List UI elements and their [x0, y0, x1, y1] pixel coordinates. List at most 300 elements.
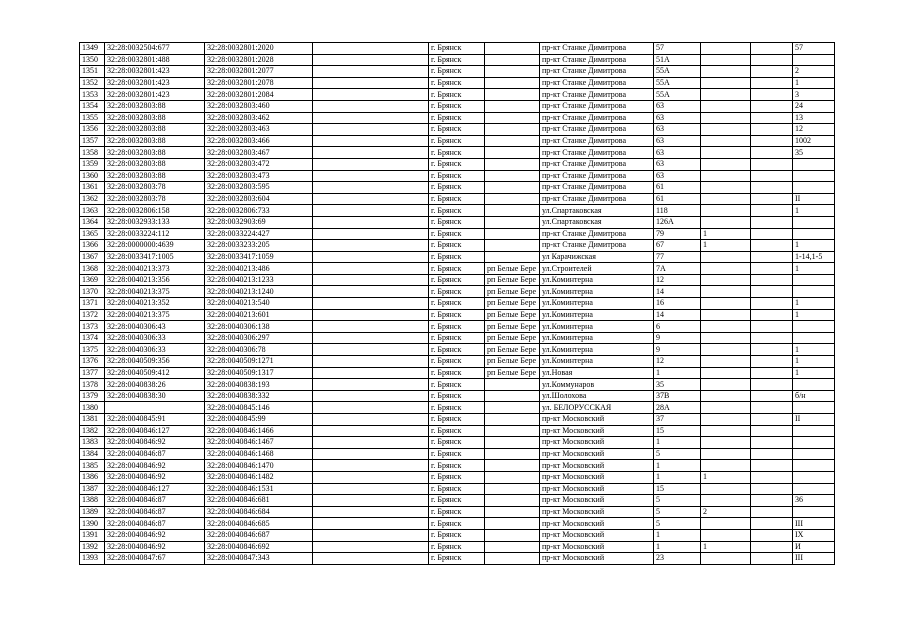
- table-row: [80, 541, 835, 553]
- settlement-cell: [485, 414, 540, 426]
- row-number-cell: 1359: [80, 158, 105, 170]
- premises-cell: IX: [793, 529, 835, 541]
- building-cell: [701, 425, 751, 437]
- empty-cell: [313, 77, 429, 89]
- table-row: [80, 216, 835, 228]
- empty-cell: [313, 518, 429, 530]
- street-cell: ул.Коминтерна: [540, 298, 654, 310]
- cadastral-quarter-cell: 32:28:0040846:127: [105, 425, 205, 437]
- street-cell: ул.Коминтерна: [540, 356, 654, 368]
- settlement-cell: [485, 518, 540, 530]
- table-row: [80, 495, 835, 507]
- table-body: [80, 43, 835, 565]
- settlement-cell: [485, 158, 540, 170]
- premises-cell: [793, 54, 835, 66]
- cadastral-number-cell: 32:28:0032803:473: [205, 170, 313, 182]
- extra-cell: [751, 77, 793, 89]
- cadastral-number-cell: 32:28:0040213:601: [205, 309, 313, 321]
- house-cell: 14: [654, 309, 701, 321]
- cadastral-quarter-cell: 32:28:0032803:88: [105, 158, 205, 170]
- cadastral-quarter-cell: 32:28:0032933:133: [105, 216, 205, 228]
- cadastral-number-cell: 32:28:0040846:685: [205, 518, 313, 530]
- house-cell: 15: [654, 425, 701, 437]
- city-cell: г. Брянск: [429, 356, 485, 368]
- row-number-cell: 1393: [80, 553, 105, 565]
- cadastral-quarter-cell: 32:28:0040838:30: [105, 390, 205, 402]
- street-cell: пр-кт Станке Димитрова: [540, 124, 654, 136]
- settlement-cell: [485, 100, 540, 112]
- empty-cell: [313, 112, 429, 124]
- city-cell: г. Брянск: [429, 541, 485, 553]
- table-row: [80, 54, 835, 66]
- premises-cell: [793, 437, 835, 449]
- cadastral-quarter-cell: 32:28:0040306:33: [105, 344, 205, 356]
- city-cell: г. Брянск: [429, 66, 485, 78]
- cadastral-quarter-cell: 32:28:0032803:88: [105, 135, 205, 147]
- house-cell: 5: [654, 506, 701, 518]
- empty-cell: [313, 251, 429, 263]
- extra-cell: [751, 529, 793, 541]
- row-number-cell: 1355: [80, 112, 105, 124]
- empty-cell: [313, 495, 429, 507]
- empty-cell: [313, 216, 429, 228]
- street-cell: ул.Коминтерна: [540, 332, 654, 344]
- extra-cell: [751, 182, 793, 194]
- cadastral-quarter-cell: 32:28:0040847:67: [105, 553, 205, 565]
- building-cell: 1: [701, 541, 751, 553]
- building-cell: [701, 460, 751, 472]
- cadastral-quarter-cell: 32:28:0033417:1005: [105, 251, 205, 263]
- cadastral-number-cell: 32:28:0032801:2077: [205, 66, 313, 78]
- premises-cell: 1: [793, 344, 835, 356]
- premises-cell: [793, 425, 835, 437]
- extra-cell: [751, 193, 793, 205]
- city-cell: г. Брянск: [429, 240, 485, 252]
- city-cell: г. Брянск: [429, 100, 485, 112]
- cadastral-quarter-cell: 32:28:0040846:127: [105, 483, 205, 495]
- premises-cell: [793, 471, 835, 483]
- house-cell: 63: [654, 112, 701, 124]
- city-cell: г. Брянск: [429, 448, 485, 460]
- row-number-cell: 1386: [80, 471, 105, 483]
- building-cell: [701, 216, 751, 228]
- empty-cell: [313, 332, 429, 344]
- extra-cell: [751, 460, 793, 472]
- house-cell: 15: [654, 483, 701, 495]
- cadastral-quarter-cell: [105, 402, 205, 414]
- extra-cell: [751, 54, 793, 66]
- row-number-cell: 1376: [80, 356, 105, 368]
- city-cell: г. Брянск: [429, 425, 485, 437]
- building-cell: [701, 66, 751, 78]
- cadastral-number-cell: 32:28:0033233:205: [205, 240, 313, 252]
- cadastral-number-cell: 32:28:0040846:1531: [205, 483, 313, 495]
- settlement-cell: [485, 66, 540, 78]
- cadastral-quarter-cell: 32:28:0040846:92: [105, 471, 205, 483]
- table-row: [80, 518, 835, 530]
- premises-cell: И: [793, 541, 835, 553]
- cadastral-number-cell: 32:28:0040846:1466: [205, 425, 313, 437]
- street-cell: пр-кт Московский: [540, 414, 654, 426]
- premises-cell: [793, 216, 835, 228]
- building-cell: [701, 529, 751, 541]
- house-cell: 7А: [654, 263, 701, 275]
- building-cell: [701, 89, 751, 101]
- house-cell: 5: [654, 495, 701, 507]
- table-row: [80, 43, 835, 55]
- city-cell: г. Брянск: [429, 414, 485, 426]
- building-cell: [701, 182, 751, 194]
- extra-cell: [751, 147, 793, 159]
- table-row: [80, 379, 835, 391]
- street-cell: пр-кт Московский: [540, 495, 654, 507]
- building-cell: 1: [701, 471, 751, 483]
- row-number-cell: 1392: [80, 541, 105, 553]
- extra-cell: [751, 437, 793, 449]
- settlement-cell: [485, 506, 540, 518]
- building-cell: [701, 344, 751, 356]
- row-number-cell: 1372: [80, 309, 105, 321]
- cadastral-quarter-cell: 32:28:0040846:87: [105, 506, 205, 518]
- extra-cell: [751, 124, 793, 136]
- cadastral-number-cell: 32:28:0032803:460: [205, 100, 313, 112]
- row-number-cell: 1388: [80, 495, 105, 507]
- house-cell: 9: [654, 344, 701, 356]
- table-row: [80, 437, 835, 449]
- premises-cell: 2: [793, 66, 835, 78]
- cadastral-number-cell: 32:28:0032903:69: [205, 216, 313, 228]
- empty-cell: [313, 541, 429, 553]
- cadastral-number-cell: 32:28:0040509:1317: [205, 367, 313, 379]
- empty-cell: [313, 425, 429, 437]
- cadastral-quarter-cell: 32:28:0040846:87: [105, 518, 205, 530]
- building-cell: [701, 124, 751, 136]
- street-cell: пр-кт Московский: [540, 518, 654, 530]
- house-cell: 126А: [654, 216, 701, 228]
- house-cell: 61: [654, 193, 701, 205]
- premises-cell: 36: [793, 495, 835, 507]
- house-cell: 63: [654, 100, 701, 112]
- empty-cell: [313, 367, 429, 379]
- cadastral-quarter-cell: 32:28:0032803:78: [105, 193, 205, 205]
- table-row: [80, 309, 835, 321]
- settlement-cell: [485, 54, 540, 66]
- building-cell: [701, 495, 751, 507]
- street-cell: пр-кт Московский: [540, 471, 654, 483]
- building-cell: [701, 390, 751, 402]
- extra-cell: [751, 158, 793, 170]
- street-cell: пр-кт Станке Димитрова: [540, 77, 654, 89]
- empty-cell: [313, 344, 429, 356]
- cadastral-number-cell: 32:28:0032806:733: [205, 205, 313, 217]
- premises-cell: 24: [793, 100, 835, 112]
- table-row: [80, 170, 835, 182]
- street-cell: ул.Коминтерна: [540, 274, 654, 286]
- row-number-cell: 1349: [80, 43, 105, 55]
- cadastral-quarter-cell: 32:28:0040213:373: [105, 263, 205, 275]
- city-cell: г. Брянск: [429, 460, 485, 472]
- table-row: [80, 344, 835, 356]
- city-cell: г. Брянск: [429, 495, 485, 507]
- premises-cell: 1: [793, 77, 835, 89]
- cadastral-quarter-cell: 32:28:0040846:92: [105, 460, 205, 472]
- cadastral-number-cell: 32:28:0040838:332: [205, 390, 313, 402]
- house-cell: 63: [654, 170, 701, 182]
- extra-cell: [751, 251, 793, 263]
- row-number-cell: 1391: [80, 529, 105, 541]
- premises-cell: 57: [793, 43, 835, 55]
- table-row: [80, 553, 835, 565]
- city-cell: г. Брянск: [429, 379, 485, 391]
- cadastral-number-cell: 32:28:0040838:193: [205, 379, 313, 391]
- street-cell: пр-кт Московский: [540, 448, 654, 460]
- house-cell: 1: [654, 367, 701, 379]
- extra-cell: [751, 321, 793, 333]
- house-cell: 55А: [654, 66, 701, 78]
- empty-cell: [313, 298, 429, 310]
- settlement-cell: [485, 240, 540, 252]
- table-row: [80, 193, 835, 205]
- settlement-cell: рп Белые Бере: [485, 298, 540, 310]
- street-cell: ул.Спартаковская: [540, 216, 654, 228]
- cadastral-number-cell: 32:28:0040846:1467: [205, 437, 313, 449]
- row-number-cell: 1384: [80, 448, 105, 460]
- empty-cell: [313, 100, 429, 112]
- cadastral-number-cell: 32:28:0032803:466: [205, 135, 313, 147]
- street-cell: ул.Строителей: [540, 263, 654, 275]
- city-cell: г. Брянск: [429, 321, 485, 333]
- street-cell: пр-кт Станке Димитрова: [540, 112, 654, 124]
- cadastral-number-cell: 32:28:0040845:99: [205, 414, 313, 426]
- city-cell: г. Брянск: [429, 205, 485, 217]
- house-cell: 67: [654, 240, 701, 252]
- table-row: [80, 332, 835, 344]
- street-cell: пр-кт Станке Димитрова: [540, 54, 654, 66]
- table-row: [80, 321, 835, 333]
- premises-cell: 12: [793, 124, 835, 136]
- city-cell: г. Брянск: [429, 135, 485, 147]
- cadastral-number-cell: 32:28:0040846:687: [205, 529, 313, 541]
- table-row: [80, 356, 835, 368]
- premises-cell: [793, 402, 835, 414]
- street-cell: пр-кт Московский: [540, 541, 654, 553]
- empty-cell: [313, 437, 429, 449]
- house-cell: 35: [654, 379, 701, 391]
- house-cell: 118: [654, 205, 701, 217]
- settlement-cell: [485, 170, 540, 182]
- street-cell: ул.Коминтерна: [540, 321, 654, 333]
- table-row: [80, 135, 835, 147]
- house-cell: 14: [654, 286, 701, 298]
- premises-cell: [793, 170, 835, 182]
- settlement-cell: [485, 379, 540, 391]
- cadastral-number-cell: 32:28:0032803:462: [205, 112, 313, 124]
- cadastral-number-cell: 32:28:0040213:540: [205, 298, 313, 310]
- settlement-cell: рп Белые Бере: [485, 274, 540, 286]
- empty-cell: [313, 321, 429, 333]
- extra-cell: [751, 448, 793, 460]
- row-number-cell: 1352: [80, 77, 105, 89]
- empty-cell: [313, 193, 429, 205]
- settlement-cell: [485, 402, 540, 414]
- city-cell: г. Брянск: [429, 437, 485, 449]
- city-cell: г. Брянск: [429, 471, 485, 483]
- row-number-cell: 1357: [80, 135, 105, 147]
- settlement-cell: рп Белые Бере: [485, 344, 540, 356]
- empty-cell: [313, 182, 429, 194]
- table-row: [80, 89, 835, 101]
- premises-cell: 1: [793, 205, 835, 217]
- city-cell: г. Брянск: [429, 147, 485, 159]
- row-number-cell: 1367: [80, 251, 105, 263]
- house-cell: 55А: [654, 77, 701, 89]
- settlement-cell: рп Белые Бере: [485, 321, 540, 333]
- city-cell: г. Брянск: [429, 367, 485, 379]
- cadastral-quarter-cell: 32:28:0040213:375: [105, 309, 205, 321]
- cadastral-quarter-cell: 32:28:0032803:88: [105, 100, 205, 112]
- extra-cell: [751, 135, 793, 147]
- city-cell: г. Брянск: [429, 158, 485, 170]
- extra-cell: [751, 553, 793, 565]
- building-cell: [701, 379, 751, 391]
- settlement-cell: [485, 77, 540, 89]
- building-cell: [701, 170, 751, 182]
- extra-cell: [751, 356, 793, 368]
- street-cell: ул.Спартаковская: [540, 205, 654, 217]
- empty-cell: [313, 274, 429, 286]
- city-cell: г. Брянск: [429, 332, 485, 344]
- extra-cell: [751, 495, 793, 507]
- house-cell: 63: [654, 124, 701, 136]
- extra-cell: [751, 170, 793, 182]
- street-cell: ул.Шолохова: [540, 390, 654, 402]
- house-cell: 9: [654, 332, 701, 344]
- street-cell: пр-кт Станке Димитрова: [540, 43, 654, 55]
- city-cell: г. Брянск: [429, 529, 485, 541]
- cadastral-quarter-cell: 32:28:0000000:4639: [105, 240, 205, 252]
- premises-cell: II: [793, 193, 835, 205]
- street-cell: ул.Коминтерна: [540, 286, 654, 298]
- cadastral-number-cell: 32:28:0032803:467: [205, 147, 313, 159]
- empty-cell: [313, 228, 429, 240]
- empty-cell: [313, 448, 429, 460]
- building-cell: 1: [701, 228, 751, 240]
- city-cell: г. Брянск: [429, 89, 485, 101]
- street-cell: пр-кт Московский: [540, 425, 654, 437]
- row-number-cell: 1361: [80, 182, 105, 194]
- street-cell: пр-кт Московский: [540, 483, 654, 495]
- cadastral-quarter-cell: 32:28:0032803:88: [105, 170, 205, 182]
- table-row: [80, 100, 835, 112]
- street-cell: пр-кт Станке Димитрова: [540, 147, 654, 159]
- settlement-cell: [485, 437, 540, 449]
- cadastral-quarter-cell: 32:28:0040213:375: [105, 286, 205, 298]
- extra-cell: [751, 402, 793, 414]
- table-row: [80, 483, 835, 495]
- table-row: [80, 205, 835, 217]
- cadastral-number-cell: 32:28:0040847:343: [205, 553, 313, 565]
- extra-cell: [751, 228, 793, 240]
- settlement-cell: рп Белые Бере: [485, 332, 540, 344]
- building-cell: [701, 54, 751, 66]
- premises-cell: 1: [793, 240, 835, 252]
- settlement-cell: [485, 43, 540, 55]
- house-cell: 12: [654, 356, 701, 368]
- cadastral-quarter-cell: 32:28:0032803:88: [105, 147, 205, 159]
- row-number-cell: 1381: [80, 414, 105, 426]
- extra-cell: [751, 344, 793, 356]
- empty-cell: [313, 483, 429, 495]
- extra-cell: [751, 286, 793, 298]
- empty-cell: [313, 529, 429, 541]
- empty-cell: [313, 379, 429, 391]
- house-cell: 55А: [654, 89, 701, 101]
- street-cell: пр-кт Станке Димитрова: [540, 170, 654, 182]
- empty-cell: [313, 170, 429, 182]
- settlement-cell: [485, 251, 540, 263]
- cadastral-quarter-cell: 32:28:0040846:92: [105, 529, 205, 541]
- extra-cell: [751, 506, 793, 518]
- cadastral-number-cell: 32:28:0032803:604: [205, 193, 313, 205]
- house-cell: 1: [654, 529, 701, 541]
- house-cell: 16: [654, 298, 701, 310]
- house-cell: 1: [654, 460, 701, 472]
- building-cell: [701, 43, 751, 55]
- row-number-cell: 1374: [80, 332, 105, 344]
- city-cell: г. Брянск: [429, 553, 485, 565]
- house-cell: 37В: [654, 390, 701, 402]
- extra-cell: [751, 274, 793, 286]
- cadastral-number-cell: 32:28:0032801:2078: [205, 77, 313, 89]
- empty-cell: [313, 240, 429, 252]
- city-cell: г. Брянск: [429, 390, 485, 402]
- street-cell: пр-кт Станке Димитрова: [540, 182, 654, 194]
- table-row: [80, 182, 835, 194]
- premises-cell: 35: [793, 147, 835, 159]
- settlement-cell: [485, 553, 540, 565]
- cadastral-number-cell: 32:28:0040845:146: [205, 402, 313, 414]
- settlement-cell: [485, 228, 540, 240]
- cadastral-number-cell: 32:28:0032803:595: [205, 182, 313, 194]
- settlement-cell: [485, 529, 540, 541]
- row-number-cell: 1360: [80, 170, 105, 182]
- empty-cell: [313, 506, 429, 518]
- row-number-cell: 1353: [80, 89, 105, 101]
- building-cell: [701, 205, 751, 217]
- cadastral-number-cell: 32:28:0040306:78: [205, 344, 313, 356]
- street-cell: пр-кт Станке Димитрова: [540, 66, 654, 78]
- house-cell: 77: [654, 251, 701, 263]
- cadastral-number-cell: 32:28:0040846:1470: [205, 460, 313, 472]
- premises-cell: б/н: [793, 390, 835, 402]
- street-cell: пр-кт Станке Димитрова: [540, 193, 654, 205]
- city-cell: г. Брянск: [429, 344, 485, 356]
- street-cell: ул.Новая: [540, 367, 654, 379]
- extra-cell: [751, 379, 793, 391]
- building-cell: [701, 448, 751, 460]
- cadastral-quarter-cell: 32:28:0032803:78: [105, 182, 205, 194]
- cadastral-quarter-cell: 32:28:0032803:88: [105, 112, 205, 124]
- table-row: [80, 506, 835, 518]
- extra-cell: [751, 216, 793, 228]
- cadastral-number-cell: 32:28:0033224:427: [205, 228, 313, 240]
- table-row: [80, 298, 835, 310]
- row-number-cell: 1378: [80, 379, 105, 391]
- city-cell: г. Брянск: [429, 309, 485, 321]
- building-cell: [701, 77, 751, 89]
- table-row: [80, 274, 835, 286]
- empty-cell: [313, 205, 429, 217]
